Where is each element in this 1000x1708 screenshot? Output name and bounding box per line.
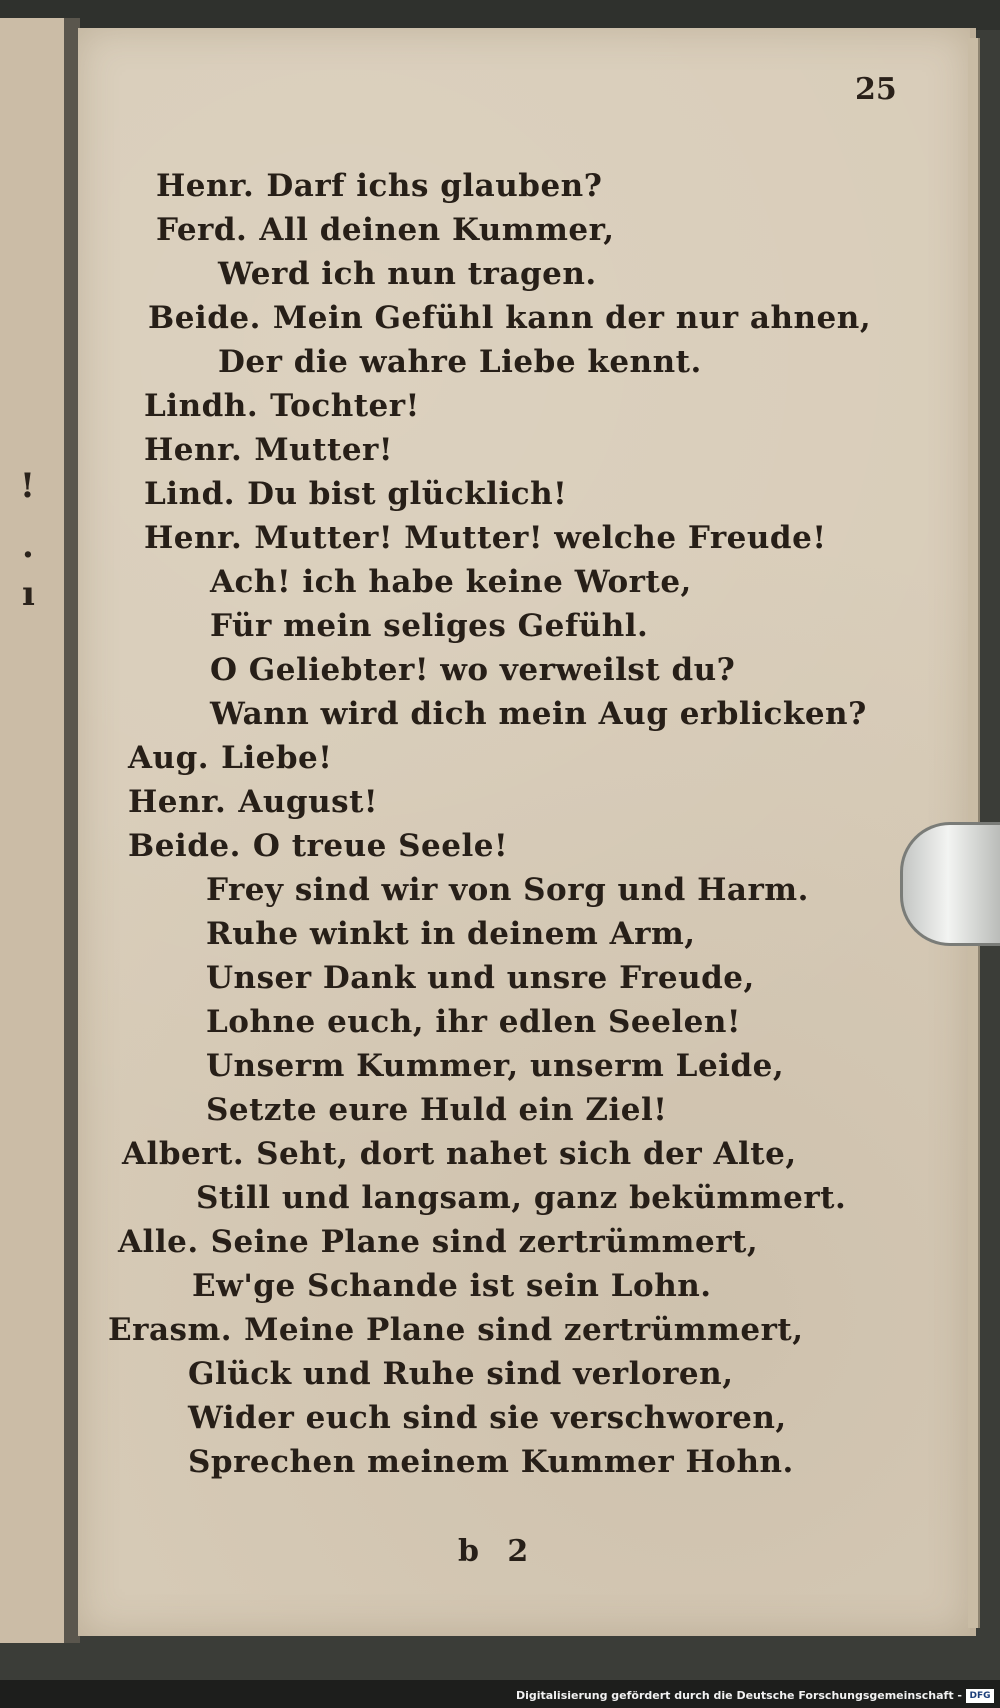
speaker-label: Beide. — [128, 828, 241, 864]
digitization-credit: Digitalisierung gefördert durch die Deutsche Forschungsgemeinschaft - — [515, 1689, 962, 1702]
verse-line — [218, 340, 702, 384]
verse-text: Du bist glücklich! — [247, 476, 568, 512]
speaker-label: Henr. — [128, 784, 227, 820]
verse-line — [210, 604, 648, 648]
verse-text: Tochter! — [270, 388, 420, 424]
verse-text: Sprechen meinem Kummer Hohn. — [188, 1444, 794, 1480]
verse-line — [188, 1396, 787, 1440]
speaker-label: Alle. — [118, 1224, 199, 1260]
verse-line — [128, 824, 508, 868]
verse-line — [156, 208, 615, 252]
verse-text: Unser Dank und unsre Freude, — [206, 960, 755, 996]
verse-line — [206, 1044, 784, 1088]
verse-line — [122, 1132, 797, 1176]
speaker-label: Lindh. — [144, 388, 259, 424]
verse-text: Wann wird dich mein Aug erblicken? — [210, 696, 867, 732]
speaker-label: Beide. — [148, 300, 261, 336]
verse-text: Setzte eure Huld ein Ziel! — [206, 1092, 668, 1128]
verse-text: Frey sind wir von Sorg und Harm. — [206, 872, 809, 908]
dfg-logo: DFG — [966, 1689, 994, 1703]
scan-background-top — [0, 0, 1000, 30]
verse-line — [128, 736, 332, 780]
speaker-label: Henr. — [144, 520, 243, 556]
page-number: 25 — [855, 72, 897, 107]
verse-line — [206, 956, 755, 1000]
verse-text: Seine Plane sind zertrümmert, — [210, 1224, 759, 1260]
verse-text: Glück und Ruhe sind verloren, — [188, 1356, 734, 1392]
verse-line — [218, 252, 597, 296]
verse-line — [144, 472, 567, 516]
speaker-label: Erasm. — [108, 1312, 233, 1348]
verse-text: Wider euch sind sie verschworen, — [188, 1400, 787, 1436]
verse-line — [118, 1220, 758, 1264]
verse-line — [144, 516, 826, 560]
speaker-label: Henr. — [144, 432, 243, 468]
verse-text: Mein Gefühl kann der nur ahnen, — [272, 300, 872, 336]
speaker-label: Henr. — [156, 168, 255, 204]
verse-text: Still und langsam, ganz bekümmert. — [196, 1180, 847, 1216]
verse-text: Der die wahre Liebe kennt. — [218, 344, 702, 380]
verse-text: All deinen Kummer, — [259, 212, 615, 248]
verse-text: Ew'ge Schande ist sein Lohn. — [192, 1268, 712, 1304]
speaker-label: Lind. — [144, 476, 236, 512]
verse-text: Für mein seliges Gefühl. — [210, 608, 649, 644]
verse-text: August! — [238, 784, 379, 820]
verse-line — [206, 1000, 741, 1044]
verse-text: Ruhe winkt in deinem Arm, — [206, 916, 696, 952]
verse-text: Ach! ich habe keine Worte, — [210, 564, 692, 600]
verse-line — [206, 912, 696, 956]
left-page-mark: . — [22, 526, 34, 566]
verse-line — [210, 560, 692, 604]
verse-text: O Geliebter! wo verweilst du? — [210, 652, 736, 688]
verse-line — [196, 1176, 846, 1220]
left-page-mark: ! — [20, 466, 35, 506]
verse-line — [210, 648, 735, 692]
verse-text: O treue Seele! — [252, 828, 509, 864]
signature-mark: b 2 — [458, 1534, 529, 1569]
verse-line — [144, 428, 393, 472]
speaker-label: Aug. — [128, 740, 210, 776]
verse-text: Meine Plane sind zertrümmert, — [244, 1312, 804, 1348]
verse-text: Seht, dort nahet sich der Alte, — [256, 1136, 797, 1172]
verse-line — [188, 1440, 794, 1484]
verse-text: Liebe! — [221, 740, 333, 776]
verse-line — [192, 1264, 712, 1308]
left-page-mark: ı — [22, 574, 35, 614]
verse-line — [156, 164, 602, 208]
verse-text: Darf ichs glauben? — [266, 168, 603, 204]
verse-text: Mutter! Mutter! welche Freude! — [254, 520, 827, 556]
verse-text: Werd ich nun tragen. — [218, 256, 597, 292]
speaker-label: Ferd. — [156, 212, 248, 248]
verse-line — [206, 1088, 667, 1132]
book-page — [78, 28, 976, 1636]
verse-line — [128, 780, 378, 824]
verse-text: Unserm Kummer, unserm Leide, — [206, 1048, 785, 1084]
verse-text: Lohne euch, ihr edlen Seelen! — [206, 1004, 741, 1040]
verse-text: Mutter! — [254, 432, 393, 468]
speaker-label: Albert. — [122, 1136, 245, 1172]
verse-line — [188, 1352, 733, 1396]
page-clip — [900, 822, 1000, 946]
left-page-edge — [0, 18, 67, 1643]
verse-line — [144, 384, 420, 428]
verse-line — [206, 868, 809, 912]
verse-line — [210, 692, 867, 736]
verse-line — [108, 1308, 804, 1352]
verse-line — [148, 296, 871, 340]
